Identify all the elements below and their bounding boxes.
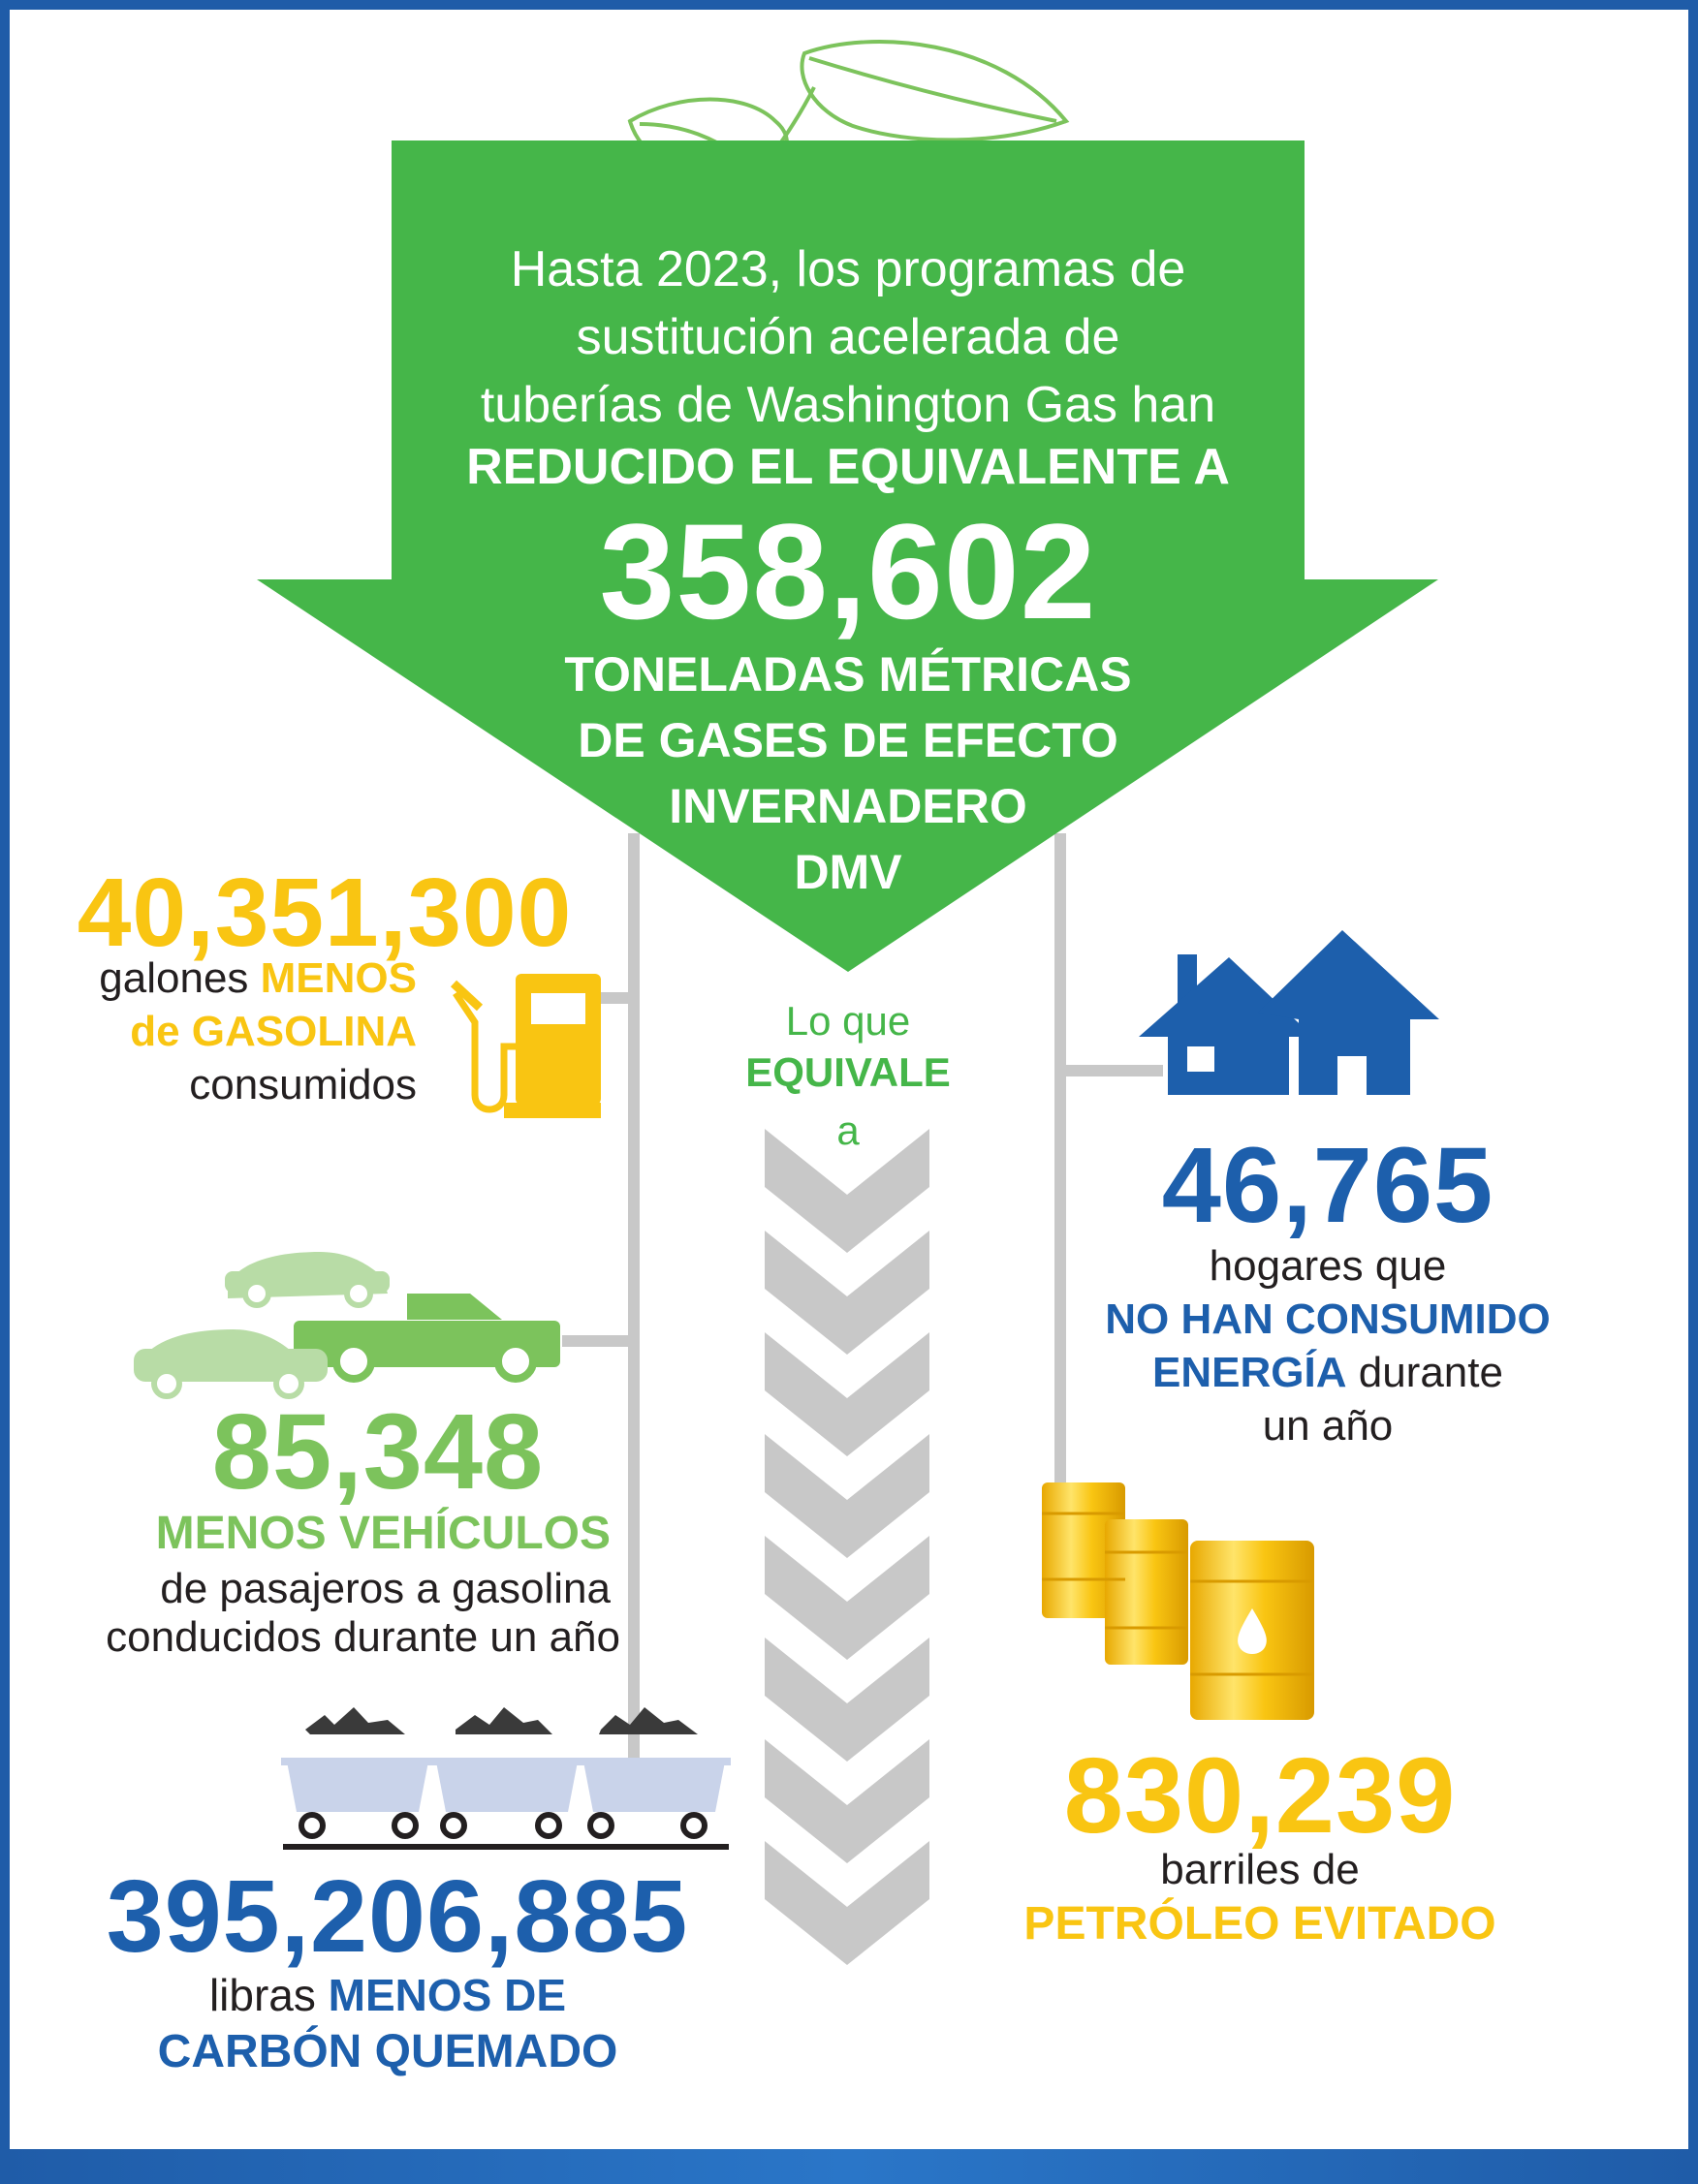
gasoline-line-3: consumidos [189, 1061, 417, 1108]
homes-line-1: hogares que [1209, 1242, 1447, 1290]
coal-line-1-plain: libras [208, 1970, 329, 2020]
center-line-3: a [836, 1108, 860, 1153]
oil-number: 830,239 [1063, 1736, 1457, 1856]
oil-barrel-icon [1042, 1482, 1314, 1720]
coal-line-1-strong: MENOS DE [328, 1970, 567, 2020]
headline-number: 358,602 [599, 495, 1097, 647]
coal-line-1 [68, 1969, 708, 2021]
intro-line-2: sustitución acelerada de [576, 309, 1120, 365]
coal-number: 395,206,885 [106, 1859, 689, 1974]
pickup-truck-icon [294, 1294, 560, 1379]
intro-line-1: Hasta 2023, los programas de [510, 241, 1186, 297]
unit-line-1: TONELADAS MÉTRICAS [564, 647, 1132, 702]
oil-line-1: barriles de [1160, 1846, 1360, 1893]
homes-number: 46,765 [1161, 1126, 1494, 1245]
homes-line-3-plain: durante [1346, 1349, 1503, 1396]
unit-line-2: DE GASES DE EFECTO [578, 713, 1118, 767]
house-icon [1139, 930, 1439, 1095]
chevron-down-icon [765, 1129, 929, 1965]
center-line-2: EQUIVALE [745, 1049, 951, 1095]
vehicles-line-2: de pasajeros a gasolina [160, 1565, 611, 1612]
intro-line-3: tuberías de Washington Gas han [480, 377, 1216, 433]
gasoline-line-2: de GASOLINA [130, 1008, 417, 1055]
coal-line-2: CARBÓN QUEMADO [157, 2026, 618, 2077]
gasoline-line-1-plain: galones [99, 954, 261, 1002]
oil-line-2: PETRÓLEO EVITADO [1023, 1898, 1496, 1950]
coal-cart-icon [281, 1707, 731, 1850]
homes-line-2: NO HAN CONSUMIDO [1105, 1295, 1551, 1343]
homes-line-4: un año [1262, 1402, 1394, 1450]
homes-line-3 [1066, 1349, 1589, 1397]
vehicles-number: 85,348 [211, 1392, 545, 1512]
fuel-pump-icon [454, 974, 601, 1118]
intro-bold-line: REDUCIDO EL EQUIVALENTE A [466, 439, 1230, 495]
gasoline-number: 40,351,300 [77, 858, 573, 967]
region-label: DMV [794, 845, 902, 899]
car-icon [225, 1252, 390, 1305]
unit-line-3: INVERNADERO [669, 779, 1027, 833]
gasoline-line-1-strong: MENOS [260, 954, 417, 1002]
homes-line-3-strong: ENERGÍA [1152, 1349, 1347, 1396]
gasoline-line-1 [39, 954, 417, 1003]
center-line-1: Lo que [785, 998, 911, 1044]
vehicles-line-3: conducidos durante un año [106, 1613, 620, 1661]
vehicles-line-1: MENOS VEHÍCULOS [155, 1508, 611, 1559]
